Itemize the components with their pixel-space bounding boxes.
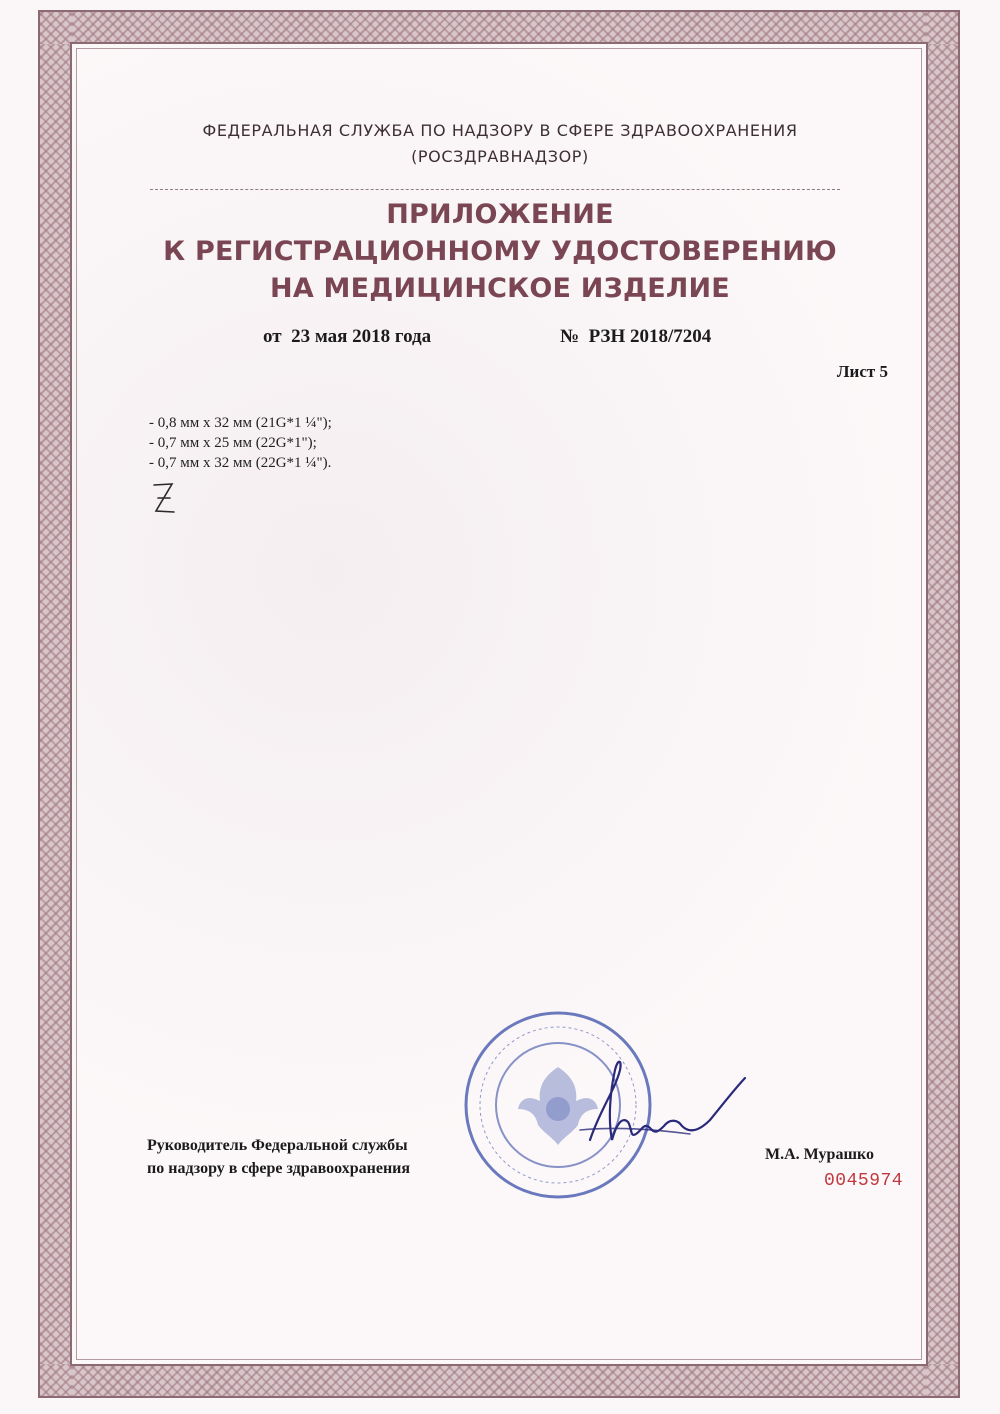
agency-abbreviation: (РОСЗДРАВНАДЗОР) xyxy=(411,147,589,166)
serial-number: 0045974 xyxy=(824,1171,904,1191)
document-title xyxy=(100,196,900,307)
title-line-2: К РЕГИСТРАЦИОННОМУ УДОСТОВЕРЕНИЮ xyxy=(163,236,837,267)
number-prefix: № xyxy=(560,326,580,347)
signer-position xyxy=(147,1134,410,1180)
list-item: - 0,7 мм х 25 мм (22G*1"); xyxy=(149,435,317,451)
title-line-1: ПРИЛОЖЕНИЕ xyxy=(386,199,614,230)
number-value: РЗН 2018/7204 xyxy=(588,326,712,347)
sheet-number: Лист 5 xyxy=(836,362,888,381)
header-divider xyxy=(150,189,840,190)
registration-number xyxy=(560,326,711,348)
title-line-3: НА МЕДИЦИНСКОЕ ИЗДЕЛИЕ xyxy=(270,273,730,304)
list-item: - 0,7 мм х 32 мм (22G*1 ¼"). xyxy=(149,455,332,471)
signer-line-2: по надзору в сфере здравоохранения xyxy=(147,1160,411,1177)
agency-header xyxy=(100,118,900,170)
signature-icon xyxy=(560,1030,760,1160)
date-prefix: от xyxy=(263,326,282,347)
signer-name: М.А. Мурашко xyxy=(765,1146,874,1163)
signer-line-1: Руководитель Федеральной службы xyxy=(147,1137,408,1154)
issue-date xyxy=(263,326,431,348)
list-item: - 0,8 мм х 32 мм (21G*1 ¼"); xyxy=(149,415,332,431)
date-value: 23 мая 2018 года xyxy=(291,326,432,347)
handwritten-z-mark xyxy=(150,479,178,519)
size-list xyxy=(149,413,332,473)
agency-name: ФЕДЕРАЛЬНАЯ СЛУЖБА ПО НАДЗОРУ В СФЕРЕ ЗДРАВООХРАНЕНИЯ xyxy=(202,121,798,140)
